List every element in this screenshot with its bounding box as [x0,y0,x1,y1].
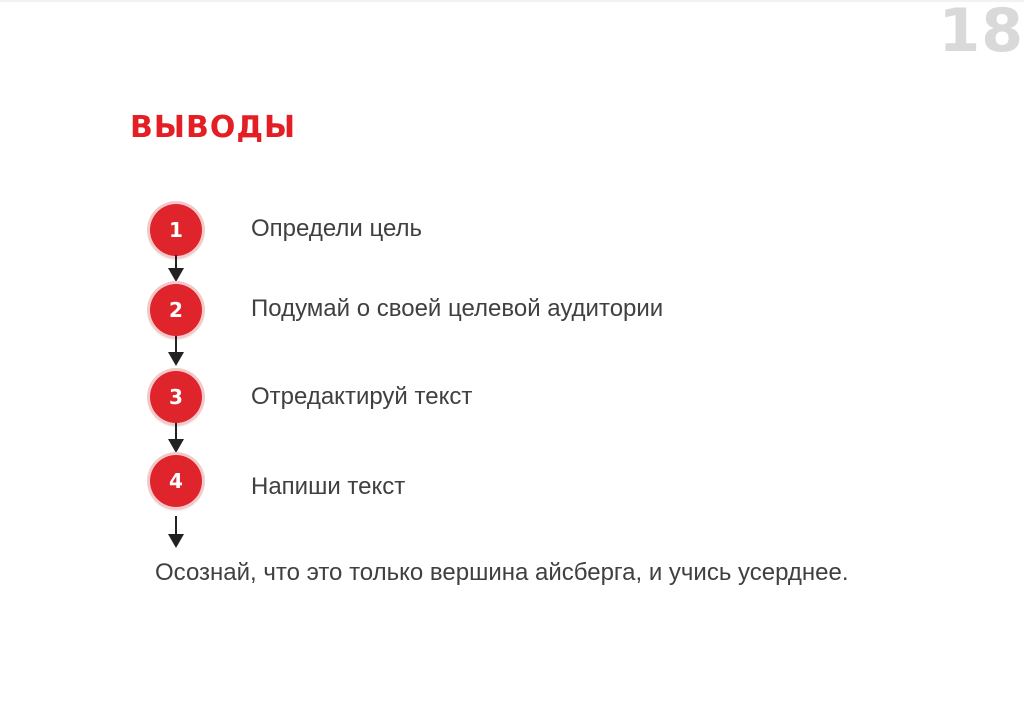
slide-title: ВЫВОДЫ [130,110,297,145]
arrow-down-icon [168,336,184,366]
arrow-down-icon [168,423,184,453]
step-4-label: Напиши текст [251,473,406,500]
conclusion-text: Осознай, что это только вершина айсберга, и учись усерднее. [155,559,849,586]
step-2-badge: 2 [150,284,202,336]
step-4-badge: 4 [150,455,202,507]
step-3-badge: 3 [150,371,202,423]
step-1-label: Определи цель [251,215,422,242]
step-1-badge: 1 [150,204,202,256]
page-number: 18 [938,0,1024,66]
step-3-label: Отредактируй текст [251,383,473,410]
top-divider [0,0,1024,2]
step-2-label: Подумай о своей целевой аудитории [251,295,664,322]
arrow-down-icon [168,516,184,548]
arrow-down-icon [168,255,184,282]
